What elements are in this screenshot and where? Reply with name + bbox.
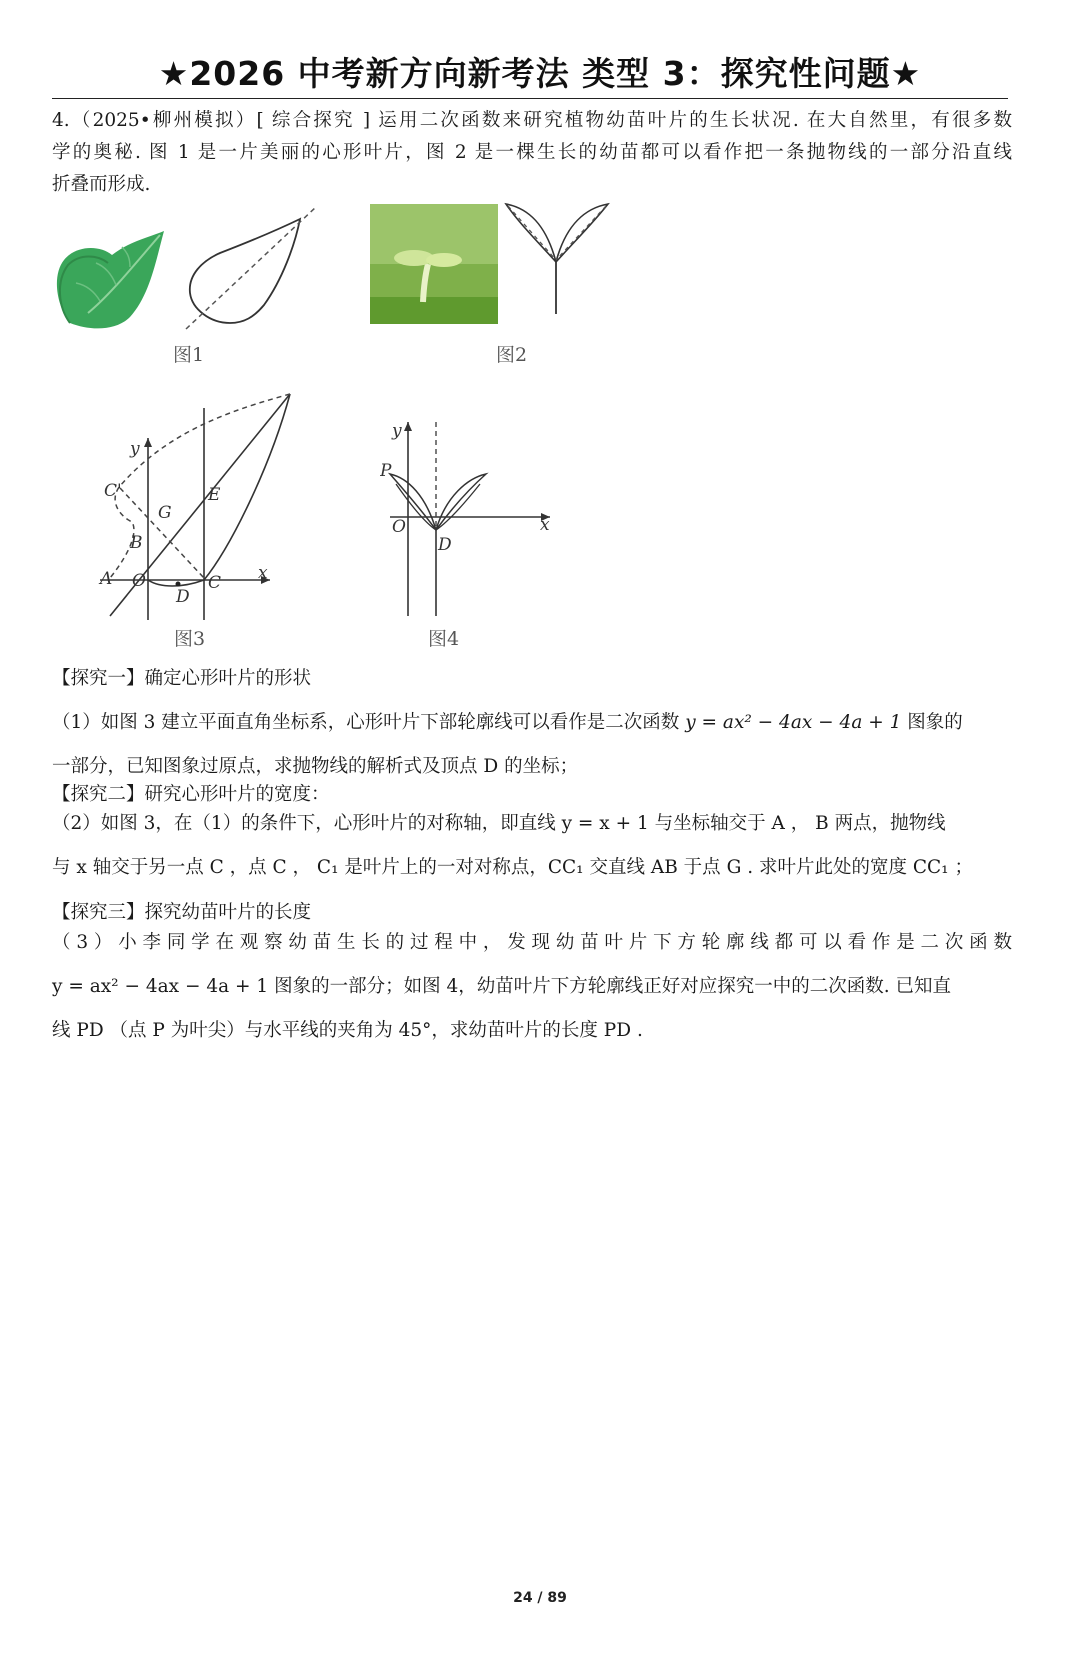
explore-1-question-line-2: 一部分，已知图象过原点，求抛物线的解析式及顶点 D 的坐标； (52, 756, 579, 777)
explore-1-question-line-1 (52, 708, 1012, 734)
fig4-label-o: O (392, 517, 406, 537)
fig3-label-c: C (208, 573, 222, 593)
page-number: 24 / 89 (513, 1590, 567, 1606)
explore-2-question-line-2: 与 x 轴交于另一点 C ，点 C ， C₁ 是叶片上的一对对称点，CC₁ 交直线 AB 于点 G . 求叶片此处的宽度 CC₁ ； (52, 857, 973, 878)
fig4-label-y: y (392, 421, 402, 441)
fig3-label-x: x (258, 563, 268, 583)
figure-2 (368, 202, 618, 332)
q1-formula: y = ax² − 4ax − 4a + 1 (685, 712, 902, 733)
explore-3-question-line-1: （3）小李同学在观察幼苗生长的过程中，发现幼苗叶片下方轮廓线都可以看作是二次函数 (52, 932, 1012, 953)
fig3-label-y: y (130, 439, 140, 459)
figure-3 (90, 388, 310, 628)
explore-2-question-line-1: （2）如图 3，在（1）的条件下，心形叶片的对称轴，即直线 y = x + 1 与坐标轴交于 A ， B 两点，抛物线 (52, 813, 946, 834)
figure-1-caption: 图1 (173, 344, 205, 366)
figure-1 (50, 205, 340, 345)
page-title: ★2026 中考新方向新考法 类型 3：探究性问题★ (158, 54, 922, 93)
fig3-label-g: G (158, 503, 172, 523)
figure-2-caption: 图2 (496, 344, 528, 366)
intro-line-2: 学的奥秘. 图 1 是一片美丽的心形叶片，图 2 是一棵生长的幼苗都可以看作把一条抛物线的一部分沿直线 (52, 142, 1012, 163)
leaf-photo-icon (57, 231, 164, 328)
explore-3-heading: 【探究三】探究幼苗叶片的长度 (52, 902, 312, 923)
fig3-label-d: D (176, 587, 190, 607)
explore-3-question-line-3: 线 PD （点 P 为叶尖）与水平线的夹角为 45°，求幼苗叶片的长度 PD . (52, 1020, 643, 1041)
fig3-label-e: E (208, 485, 221, 505)
fig3-label-c1: C' (104, 481, 122, 501)
seedling-outline (506, 204, 608, 314)
q1-text-b: 图象的 (907, 712, 963, 733)
fig4-label-d: D (438, 535, 452, 555)
fig3-label-b: B (130, 533, 143, 553)
intro-line-1: 4.（2025•柳州模拟）[ 综合探究 ] 运用二次函数来研究植物幼苗叶片的生长状况. 在大自然里，有很多数 (52, 110, 1012, 131)
fig4-label-x: x (540, 515, 550, 535)
fig3-label-a: A (100, 569, 113, 589)
explore-3-question-line-2: y = ax² − 4ax − 4a + 1 图象的一部分；如图 4，幼苗叶片下方轮廓线正好对应探究一中的二次函数. 已知直 (52, 976, 951, 997)
explore-2-heading: 【探究二】研究心形叶片的宽度： (52, 784, 330, 805)
q1-text-a: （1）如图 3 建立平面直角坐标系，心形叶片下部轮廓线可以看作是二次函数 (52, 712, 680, 733)
seedling-photo-icon (370, 204, 498, 324)
figure-4-caption: 图4 (428, 628, 460, 650)
fig3-label-o: O (132, 571, 146, 591)
leaf-outline (186, 207, 316, 329)
figure-3-caption: 图3 (174, 628, 206, 650)
figure-4 (380, 412, 560, 632)
explore-1-heading: 【探究一】确定心形叶片的形状 (52, 668, 312, 689)
intro-line-3: 折叠而形成. (52, 174, 151, 195)
title-divider (52, 98, 1008, 99)
fig4-right-leaf (436, 474, 486, 530)
fig4-label-p: P (380, 461, 392, 481)
